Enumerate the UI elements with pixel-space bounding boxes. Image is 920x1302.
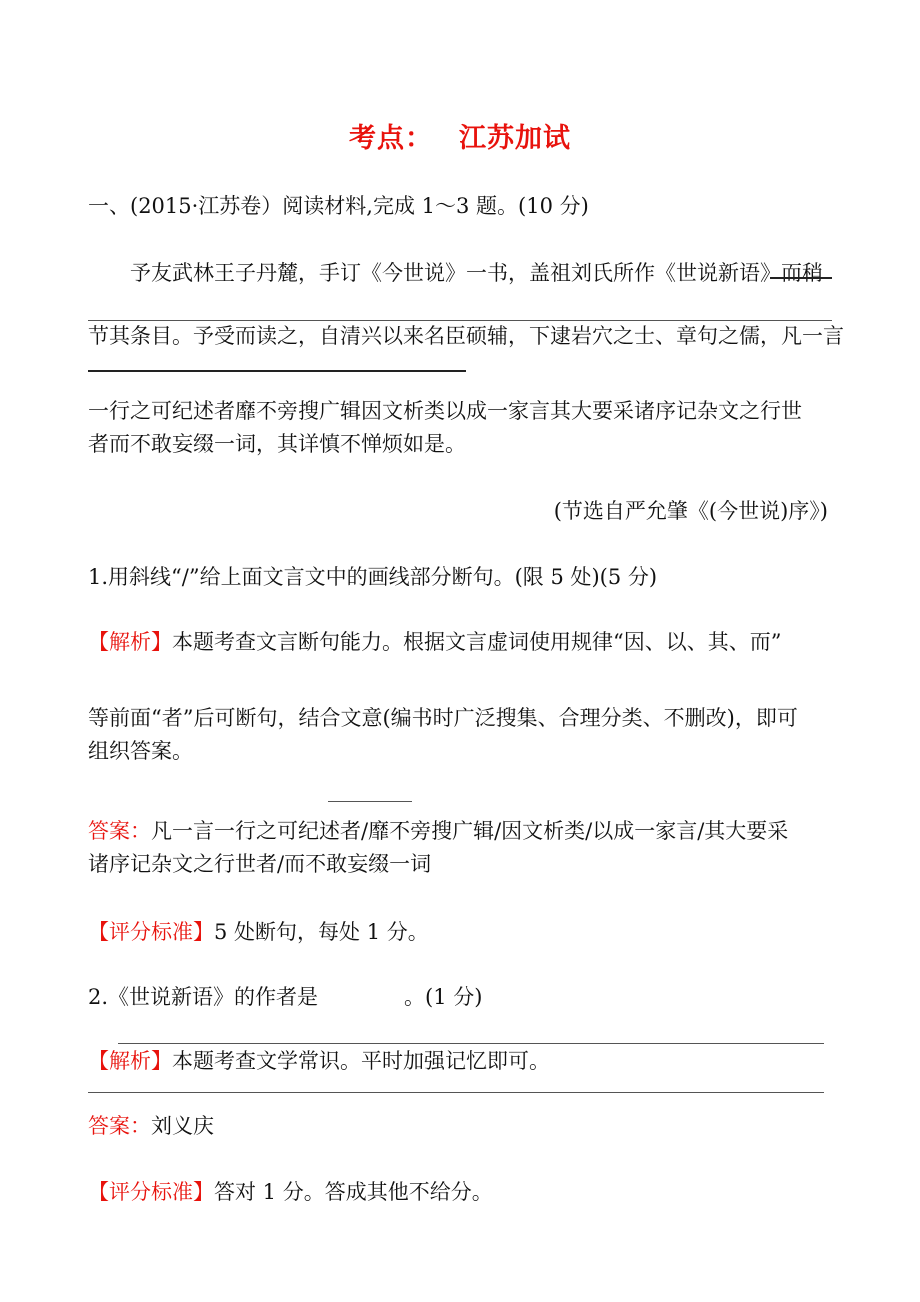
passage-line-4: 者而不敢妄缀一词，其详慎不惮烦如是。 [88, 432, 466, 456]
q2-question [88, 981, 482, 1013]
analysis-tag: 【解析】 [88, 630, 172, 654]
q2-question-suffix: 。(1 分) [404, 985, 483, 1009]
underline-mark-2 [88, 370, 466, 372]
q2-answer [88, 1110, 214, 1142]
q1-answer-line-2: 诸序记杂文之行世者/而不敢妄缀一词 [88, 852, 432, 876]
question-header: 一、(2015·江苏卷）阅读材料,完成 1～3 题。(10 分) [88, 194, 589, 218]
passage-line-1: 予友武林王子丹麓，手订《今世说》一书，盖祖刘氏所作《世说新语》而稍 [130, 261, 823, 285]
q1-analysis [88, 626, 781, 658]
q1-analysis-line-3: 组织答案。 [88, 739, 193, 763]
answer-tag: 答案： [88, 1114, 151, 1138]
answer-text: 刘义庆 [151, 1114, 214, 1138]
analysis-text: 本题考查文言断句能力。根据文言虚词使用规律“因、以、其、而” [172, 630, 782, 654]
q1-question: 1.用斜线“/”给上面文言文中的画线部分断句。(限 5 处)(5 分) [88, 565, 658, 589]
scoring-text: 5 处断句，每处 1 分。 [214, 920, 429, 944]
scoring-tag: 【评分标准】 [88, 1180, 214, 1204]
analysis-text: 本题考查文学常识。平时加强记忆即可。 [172, 1049, 550, 1073]
scoring-text: 答对 1 分。答成其他不给分。 [214, 1180, 493, 1204]
q1-analysis-line-2: 等前面“者”后可断句，结合文意(编书时广泛搜集、合理分类、不删改)，即可 [88, 706, 798, 730]
title-part1: 考点： [349, 123, 433, 154]
short-divider [328, 801, 412, 802]
q1-answer [88, 815, 788, 847]
underline-mark-1 [770, 277, 832, 279]
passage-line-3: 一行之可纪述者靡不旁搜广辑因文析类以成一家言其大要采诸序记杂文之行世 [88, 399, 802, 423]
scoring-tag: 【评分标准】 [88, 920, 214, 944]
page-title [0, 116, 920, 155]
q1-scoring [88, 916, 429, 948]
passage-line-2: 节其条目。予受而读之，自清兴以来名臣硕辅，下逮岩穴之士、章句之儒，凡一言 [88, 324, 844, 348]
passage-source: (节选自严允肇《(今世说)序》) [553, 499, 828, 523]
divider-line [118, 1043, 824, 1044]
q2-question-prefix: 2.《世说新语》的作者是 [88, 985, 319, 1009]
divider-line [88, 1092, 824, 1093]
answer-tag: 答案： [88, 819, 151, 843]
answer-text: 凡一言一行之可纪述者/靡不旁搜广辑/因文析类/以成一家言/其大要采 [151, 819, 789, 843]
q2-analysis [88, 1045, 550, 1077]
title-part2: 江苏加试 [459, 123, 571, 154]
analysis-tag: 【解析】 [88, 1049, 172, 1073]
q2-scoring [88, 1176, 493, 1208]
